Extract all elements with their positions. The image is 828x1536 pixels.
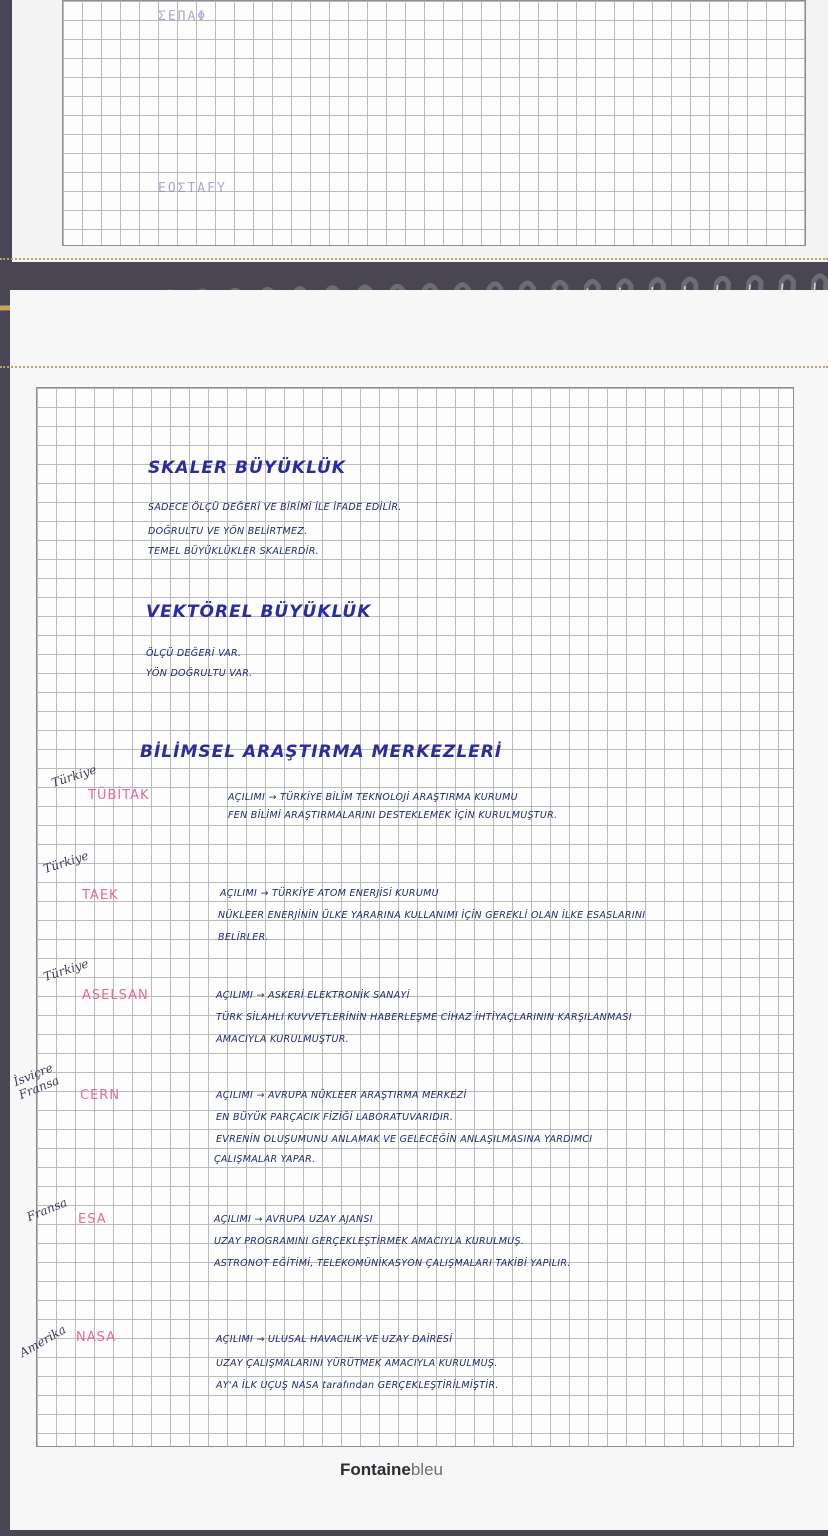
vector-title: VEKTÖREL BÜYÜKLÜK <box>146 602 372 622</box>
scalar-line: TEMEL BÜYÜKLÜKLER SKALERDİR. <box>148 546 319 557</box>
brand-bold: Fontaine <box>340 1460 411 1479</box>
center-line: AÇILIMI → AVRUPA UZAY AJANSI <box>214 1214 373 1225</box>
center-line: NÜKLEER ENERJİNİN ÜLKE YARARINA KULLANIMI İÇİN GEREKLİ OLAN İLKE ESASLARINI <box>218 910 646 921</box>
center-line: AÇILIMI → TÜRKİYE BİLİM TEKNOLOJİ ARAŞTIRMA KURUMU <box>228 792 518 803</box>
center-name: ASELSAN <box>82 988 149 1003</box>
center-line: AÇILIMI → ULUSAL HAVACILIK VE UZAY DAİRESİ <box>216 1334 453 1345</box>
faint-text: EOΣTAFY <box>158 181 227 196</box>
country-label: Türkiye <box>41 848 91 876</box>
center-line: AÇILIMI → ASKERİ ELEKTRONİK SANAYİ <box>216 990 410 1001</box>
center-name: TÜBİTAK <box>88 788 150 803</box>
faint-text: ΣEΠΑΦ <box>158 9 208 24</box>
center-line: EVRENİN OLUŞUMUNU ANLAMAK VE GELECEĞİN ANLAŞILMASINA YARDIMCI <box>216 1134 593 1145</box>
scalar-line: SADECE ÖLÇÜ DEĞERİ VE BİRİMİ İLE İFADE EDİLİR. <box>148 502 402 513</box>
center-name: CERN <box>80 1088 121 1103</box>
country-label: Amerika <box>17 1322 69 1360</box>
center-name: ESA <box>78 1212 107 1227</box>
scalar-line: DOĞRULTU VE YÖN BELİRTMEZ. <box>148 526 308 537</box>
center-name: TAEK <box>82 888 119 903</box>
top-page-grid <box>62 0 806 246</box>
vector-line: ÖLÇÜ DEĞERİ VAR. <box>146 648 242 659</box>
center-name: NASA <box>76 1330 117 1345</box>
perforation-line <box>0 366 828 368</box>
center-line: EN BÜYÜK PARÇACIK FİZİĞİ LABORATUVARIDIR. <box>216 1112 454 1123</box>
country-label: Fransa <box>24 1195 70 1224</box>
vector-line: YÖN DOĞRULTU VAR. <box>146 668 253 679</box>
center-line: UZAY ÇALIŞMALARINI YÜRÜTMEK AMACIYLA KURULMUŞ. <box>216 1358 498 1369</box>
center-line: AÇILIMI → AVRUPA NÜKLEER ARAŞTIRMA MERKEZİ <box>216 1090 467 1101</box>
scalar-title: SKALER BÜYÜKLÜK <box>148 458 346 478</box>
center-line: ASTRONOT EĞİTİMİ, TELEKOMÜNİKASYON ÇALIŞMALARI TAKİBİ YAPILIR. <box>214 1258 571 1269</box>
country-label: İsviçre Fransa <box>11 1060 62 1102</box>
center-line: AÇILIMI → TÜRKİYE ATOM ENERJİSİ KURUMU <box>220 888 439 899</box>
center-line: BELİRLER. <box>218 932 269 943</box>
country-label: Türkiye <box>49 762 99 790</box>
center-line: AMACIYLA KURULMUŞTUR. <box>216 1034 349 1045</box>
center-line: UZAY PROGRAMINI GERÇEKLEŞTİRMEK AMACIYLA KURULMUŞ. <box>214 1236 525 1247</box>
center-line: ÇALIŞMALAR YAPAR. <box>214 1154 316 1165</box>
country-label: Türkiye <box>41 956 91 984</box>
brand-logo <box>340 1460 443 1480</box>
centers-title: BİLİMSEL ARAŞTIRMA MERKEZLERİ <box>140 742 503 762</box>
top-page <box>12 0 828 262</box>
center-line: FEN BİLİMİ ARAŞTIRMALARINI DESTEKLEMEK İÇİN KURULMUŞTUR. <box>228 810 558 821</box>
center-line: TÜRK SİLAHLI KUVVETLERİNİN HABERLEŞME CİHAZ İHTİYAÇLARININ KARŞILANMASI <box>216 1012 632 1023</box>
brand-light: bleu <box>410 1460 443 1479</box>
center-line: AY'A İLK UÇUŞ NASA tarafından GERÇEKLEŞTİRİLMİŞTİR. <box>216 1380 499 1391</box>
